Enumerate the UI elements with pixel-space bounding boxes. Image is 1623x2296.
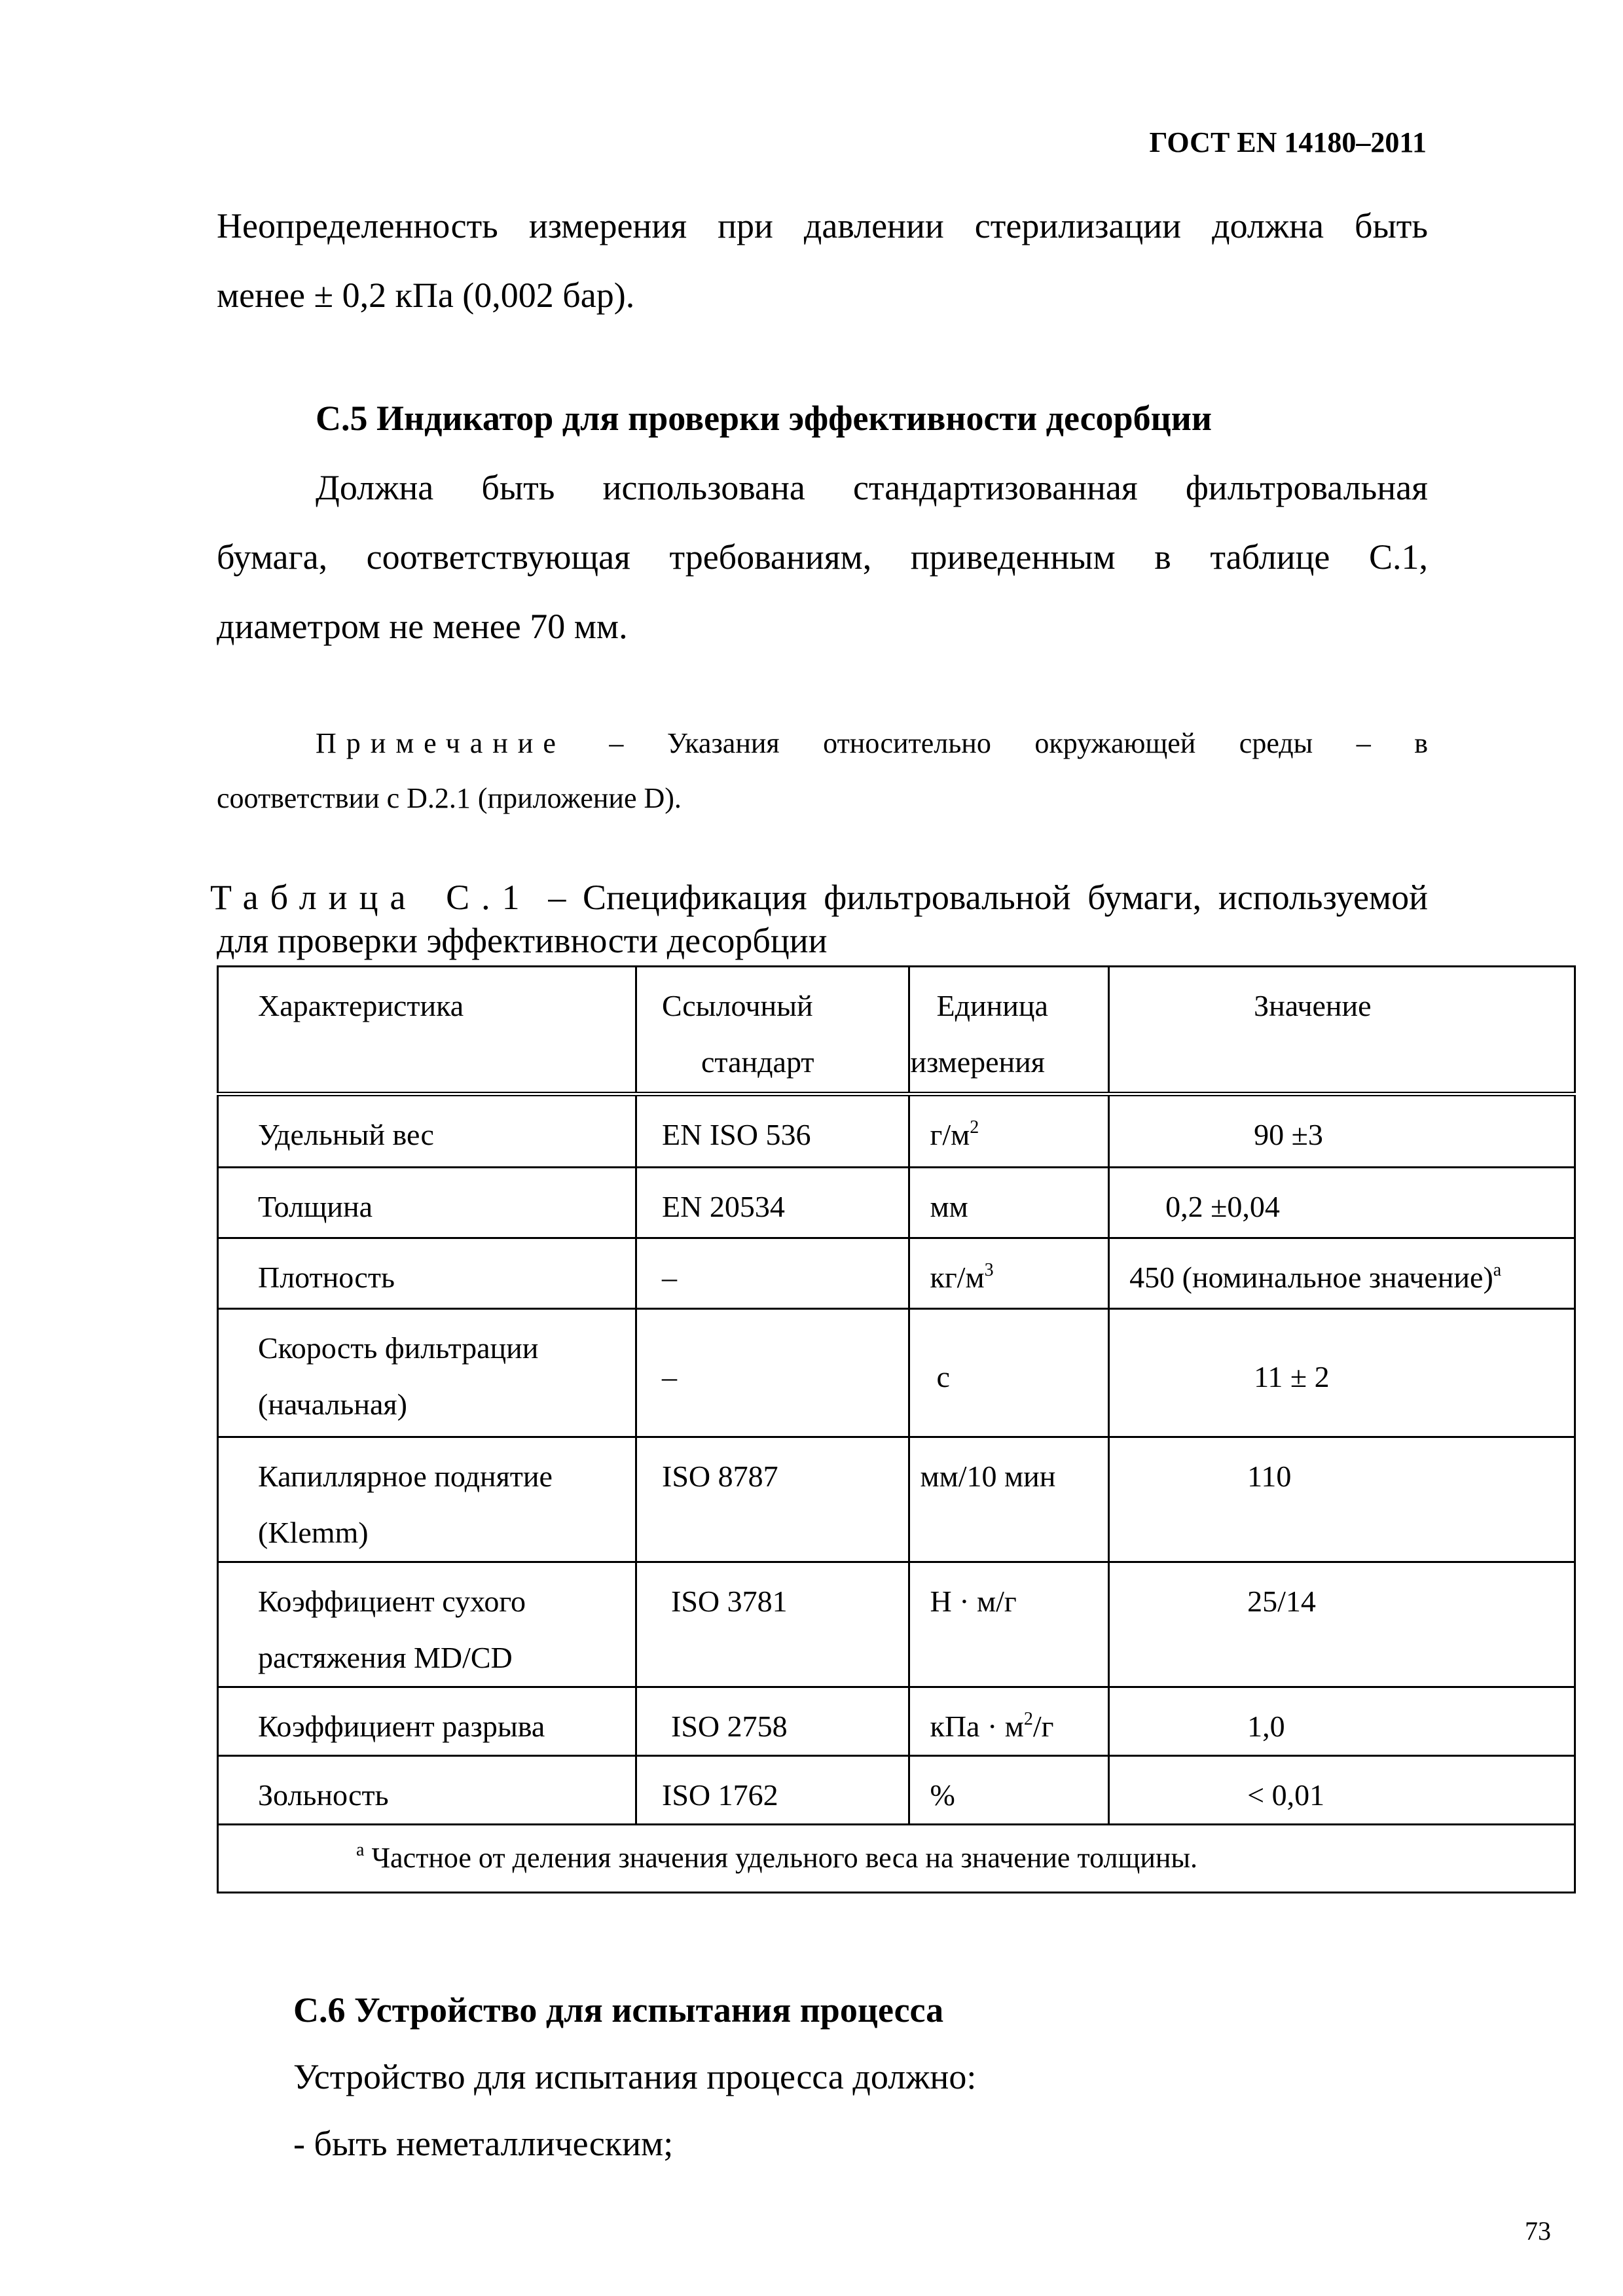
table-row [218,1094,1575,1168]
row-name [219,1438,635,1561]
table-row [218,1437,1575,1562]
row-unit-cell [909,1094,1109,1168]
row-standard: ISO 3781 [671,1585,788,1618]
row-unit: с [936,1360,950,1393]
row-value-cell [1109,1562,1575,1687]
row-value-cell [1109,1238,1575,1309]
footnote-mark: a [356,1840,365,1860]
row-name: Толщина [258,1190,373,1223]
footnote-text: Частное от деления значения удельного веса на значение толщины. [371,1842,1198,1874]
row-value: 0,2 ±0,04 [1165,1190,1280,1223]
c6-line-1: Устройство для испытания процесса должно: [293,2057,977,2096]
row-standard-cell [636,1168,909,1238]
page-number: 73 [1525,2216,1551,2246]
table-caption-text-1: – Спецификация фильтровальной бумаги, используемой [548,878,1429,917]
row-unit-sup: 3 [984,1260,994,1280]
row-unit: мм [930,1190,968,1223]
row-value: 110 [1247,1460,1292,1493]
row-unit-cell [909,1168,1109,1238]
table-row [218,1562,1575,1687]
table-caption-line-2: для проверки эффективности десорбции [217,921,828,960]
note-text-1: – Указания относительно окружающей среды – в [609,727,1429,759]
row-value: < 0,01 [1247,1778,1325,1812]
row-value: 1,0 [1247,1710,1285,1743]
row-standard-cell [636,1238,909,1309]
header-cell [909,967,1109,1094]
row-unit-sup: 2 [970,1117,979,1138]
row-unit [910,1239,1108,1306]
section-c5-heading: С.5 Индикатор для проверки эффективности десорбции [316,399,1212,438]
row-unit [910,1096,1108,1163]
row-name-cell [218,1687,636,1756]
row-name-cell [218,1168,636,1238]
row-unit-text: кг/м [930,1261,985,1294]
header-cell [218,967,636,1094]
table-row [218,1756,1575,1825]
row-standard-cell [636,1562,909,1687]
note-line-1 [316,726,1428,760]
spec-table [217,965,1576,1893]
table-caption-label: Таблица С.1 [210,878,532,917]
row-unit-cell [909,1437,1109,1562]
row-unit-cell [909,1687,1109,1756]
table-row [218,1238,1575,1309]
row-unit-cell [909,1309,1109,1437]
row-name-line2: (начальная) [258,1388,407,1421]
table-row [218,1168,1575,1238]
row-name: Коэффициент разрыва [258,1710,545,1743]
table-header-row [218,967,1575,1094]
row-unit-text: кПа · м [930,1710,1024,1743]
row-name: Зольность [258,1778,389,1812]
row-standard-cell [636,1756,909,1825]
row-unit-cell [909,1756,1109,1825]
row-name: Удельный вес [258,1118,434,1151]
intro-line-2: менее ± 0,2 кПа (0,002 бар). [217,276,635,315]
row-standard-cell [636,1094,909,1168]
row-name-line2: (Klemm) [258,1516,369,1549]
c6-list-item-1: - быть неметаллическим; [293,2124,674,2163]
row-value-cell [1109,1687,1575,1756]
row-name-line1: Коэффициент сухого [258,1585,526,1618]
row-name-cell [218,1094,636,1168]
row-name-cell [218,1756,636,1825]
note-line-2: соответствии с D.2.1 (приложение D). [217,782,682,814]
row-unit-tail: /г [1032,1710,1054,1743]
row-unit: % [930,1778,955,1812]
header-unit-line1: Единица [936,989,1048,1022]
row-value [1110,1239,1574,1306]
row-standard-cell [636,1309,909,1437]
row-name-cell [218,1562,636,1687]
header-value: Значение [1254,989,1372,1022]
table-row [218,1687,1575,1756]
row-value-cell [1109,1309,1575,1437]
table-row [218,1309,1575,1437]
document-header: ГОСТ EN 14180–2011 [1149,126,1427,158]
row-unit [910,1688,1108,1755]
row-value-text: 450 (номинальное значение) [1129,1261,1493,1294]
row-value: 90 ±3 [1254,1118,1323,1151]
note-label: Примечание [316,727,566,759]
header-unit [910,967,1108,1090]
row-standard: ISO 1762 [662,1778,778,1812]
row-standard: ISO 8787 [662,1460,778,1493]
table-footnote [218,1825,1575,1893]
row-name-cell [218,1309,636,1437]
row-unit-cell [909,1562,1109,1687]
row-standard: EN ISO 536 [662,1118,811,1151]
table-footnote-row [218,1825,1575,1893]
row-unit-text: г/м [930,1118,970,1151]
row-name-line1: Скорость фильтрации [258,1331,539,1365]
row-unit-sup: 2 [1023,1709,1033,1729]
row-standard: – [662,1360,678,1393]
row-value-sup: a [1493,1260,1502,1280]
row-name: Плотность [258,1261,395,1294]
row-standard: – [662,1261,678,1294]
header-cell [636,967,909,1094]
row-value-cell [1109,1168,1575,1238]
row-value: 25/14 [1247,1585,1316,1618]
intro-line-1: Неопределенность измерения при давлении стерилизации должна быть [217,206,1428,245]
row-name-line1: Капиллярное поднятие [258,1460,553,1493]
row-standard: ISO 2758 [671,1710,788,1743]
row-value-cell [1109,1094,1575,1168]
c5-line-1: Должна быть использована стандартизованная фильтровальная [316,468,1428,507]
row-name [219,1310,635,1433]
row-unit: Н · м/г [930,1585,1017,1618]
header-standard-line1: Ссылочный [662,989,813,1022]
row-unit-cell [909,1238,1109,1309]
header-standard-line2: стандарт [701,1045,814,1079]
header-characteristic: Характеристика [258,989,464,1022]
header-unit-line2: измерения [910,1045,1045,1079]
section-c6-heading: С.6 Устройство для испытания процесса [293,1990,944,2030]
row-standard-cell [636,1437,909,1562]
c5-line-3: диаметром не менее 70 мм. [217,607,628,646]
row-value: 11 ± 2 [1254,1360,1330,1393]
c5-line-2: бумага, соответствующая требованиям, приведенным в таблице С.1, [217,537,1428,577]
row-standard: EN 20534 [662,1190,785,1223]
row-name-cell [218,1437,636,1562]
row-value-cell [1109,1756,1575,1825]
row-name-line2: растяжения MD/CD [258,1641,513,1674]
row-value-cell [1109,1437,1575,1562]
row-name-cell [218,1238,636,1309]
header-standard [637,967,908,1090]
header-cell [1109,967,1575,1094]
row-unit: мм/10 мин [920,1460,1056,1493]
row-standard-cell [636,1687,909,1756]
table-caption-line-1 [210,877,1428,918]
row-name [219,1563,635,1686]
